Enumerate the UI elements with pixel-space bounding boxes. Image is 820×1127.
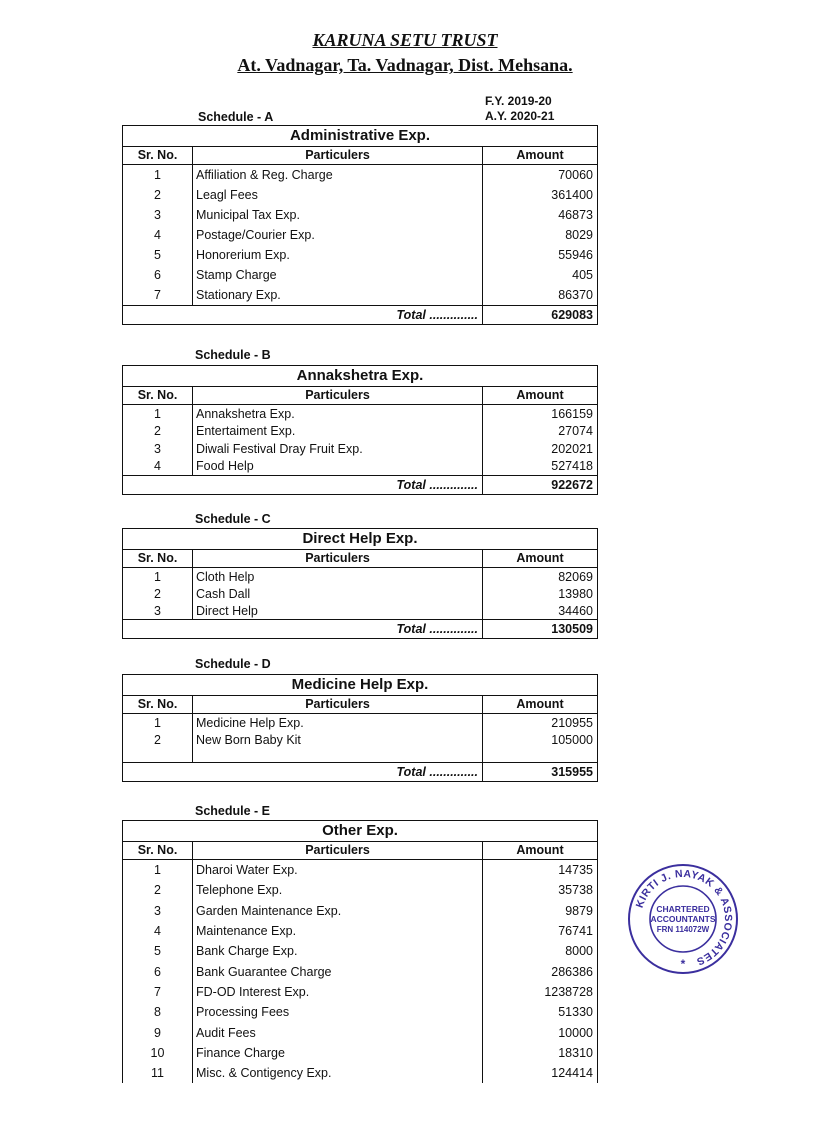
row-sr: 1 <box>123 405 193 423</box>
row-amount: 18310 <box>558 1045 593 1060</box>
row-sr: 6 <box>123 265 193 285</box>
table-row <box>123 245 597 265</box>
row-amount: 210955 <box>551 715 593 730</box>
table-row <box>123 1043 597 1063</box>
row-sr: 2 <box>123 585 193 602</box>
row-particular: Dharoi Water Exp. <box>193 860 483 880</box>
row-amount: 124414 <box>551 1066 593 1081</box>
row-amount: 527418 <box>551 459 593 474</box>
row-particular: Finance Charge <box>193 1043 483 1063</box>
row-sr: 2 <box>123 731 193 748</box>
row-amount: 405 <box>572 268 593 282</box>
col-header-amount: Amount <box>516 843 564 857</box>
table-row <box>123 585 597 602</box>
row-sr: 3 <box>123 901 193 921</box>
row-amount: 14735 <box>558 863 593 878</box>
total-row <box>123 305 597 324</box>
row-amount: 166159 <box>551 406 593 421</box>
row-sr: 4 <box>123 458 193 476</box>
table-row <box>123 602 597 619</box>
total-label: Total .............. <box>123 306 483 324</box>
row-particular: New Born Baby Kit <box>193 731 483 748</box>
total-label: Total .............. <box>123 476 483 494</box>
row-particular: Stamp Charge <box>193 265 483 285</box>
trust-name: KARUNA SETU TRUST <box>312 30 498 50</box>
row-amount: 76741 <box>558 924 593 939</box>
row-particular: Entertaiment Exp. <box>193 423 483 441</box>
col-header-sr: Sr. No. <box>123 147 193 164</box>
total-amount: 315955 <box>551 765 593 779</box>
row-sr: 7 <box>123 982 193 1002</box>
row-sr: 4 <box>123 225 193 245</box>
row-sr: 1 <box>123 568 193 585</box>
row-particular: Bank Charge Exp. <box>193 941 483 961</box>
row-particular: Medicine Help Exp. <box>193 714 483 731</box>
total-row <box>123 762 597 781</box>
table-row <box>123 921 597 941</box>
total-amount: 629083 <box>551 308 593 322</box>
table-row <box>123 568 597 585</box>
row-particular: Direct Help <box>193 602 483 619</box>
table-row <box>123 458 597 476</box>
trust-address: At. Vadnagar, Ta. Vadnagar, Dist. Mehsana. <box>237 55 573 75</box>
schedule-title: Other Exp. <box>123 821 597 842</box>
svg-text:FRN 114072W: FRN 114072W <box>656 925 710 934</box>
table-row <box>123 265 597 285</box>
total-amount: 922672 <box>551 478 593 492</box>
schedule-title: Medicine Help Exp. <box>123 675 597 696</box>
row-sr: 5 <box>123 245 193 265</box>
row-sr: 2 <box>123 880 193 900</box>
row-amount: 202021 <box>551 441 593 456</box>
row-particular: FD-OD Interest Exp. <box>193 982 483 1002</box>
col-header-amount: Amount <box>516 697 564 711</box>
row-particular: Misc. & Contigency Exp. <box>193 1063 483 1083</box>
total-label: Total .............. <box>123 763 483 781</box>
col-header-sr: Sr. No. <box>123 696 193 713</box>
schedule-table <box>122 365 598 495</box>
table-blank-space <box>123 748 597 762</box>
row-sr: 2 <box>123 423 193 441</box>
schedule-label: Schedule - A <box>198 110 274 124</box>
row-sr: 9 <box>123 1022 193 1042</box>
row-particular: Maintenance Exp. <box>193 921 483 941</box>
row-particular: Honorerium Exp. <box>193 245 483 265</box>
row-amount: 105000 <box>551 732 593 747</box>
table-header-row <box>123 696 597 714</box>
row-sr: 8 <box>123 1002 193 1022</box>
col-header-amount: Amount <box>516 148 564 162</box>
row-sr: 4 <box>123 921 193 941</box>
col-header-amount: Amount <box>516 551 564 565</box>
row-particular: Processing Fees <box>193 1002 483 1022</box>
row-sr: 1 <box>123 860 193 880</box>
schedule-table <box>122 820 598 1083</box>
table-row <box>123 285 597 305</box>
row-amount: 286386 <box>551 964 593 979</box>
total-row <box>123 619 597 638</box>
row-amount: 34460 <box>558 603 593 618</box>
table-row <box>123 731 597 748</box>
financial-year: F.Y. 2019-20 <box>485 94 552 108</box>
row-amount: 13980 <box>558 586 593 601</box>
schedule-table <box>122 125 598 325</box>
schedule-label: Schedule - B <box>195 348 271 362</box>
row-amount: 8029 <box>565 228 593 242</box>
table-row <box>123 1063 597 1083</box>
table-row <box>123 225 597 245</box>
svg-text:KIRTI J. NAYAK & ASSOCIATES: KIRTI J. NAYAK & ASSOCIATES <box>633 867 735 968</box>
schedule-label: Schedule - E <box>195 804 271 818</box>
row-particular: Food Help <box>193 458 483 476</box>
row-particular: Diwali Festival Dray Fruit Exp. <box>193 440 483 458</box>
col-header-particulars: Particulers <box>193 147 483 164</box>
table-header-row <box>123 550 597 568</box>
row-amount: 51330 <box>558 1005 593 1020</box>
row-amount: 361400 <box>551 188 593 202</box>
row-particular: Annakshetra Exp. <box>193 405 483 423</box>
row-amount: 9879 <box>565 903 593 918</box>
row-particular: Telephone Exp. <box>193 880 483 900</box>
svg-text:CHARTERED: CHARTERED <box>656 904 710 914</box>
table-row <box>123 714 597 731</box>
table-row <box>123 185 597 205</box>
table-row <box>123 165 597 185</box>
row-amount: 27074 <box>558 424 593 439</box>
row-sr: 3 <box>123 205 193 225</box>
row-sr: 1 <box>123 165 193 185</box>
col-header-particulars: Particulers <box>193 696 483 713</box>
row-sr: 7 <box>123 285 193 305</box>
row-sr: 3 <box>123 440 193 458</box>
col-header-particulars: Particulers <box>193 842 483 859</box>
col-header-sr: Sr. No. <box>123 550 193 567</box>
assessment-year: A.Y. 2020-21 <box>485 109 555 123</box>
total-label: Total .............. <box>123 620 483 638</box>
row-particular: Bank Guarantee Charge <box>193 961 483 981</box>
row-sr: 1 <box>123 714 193 731</box>
row-sr: 6 <box>123 961 193 981</box>
table-row <box>123 423 597 441</box>
row-sr: 3 <box>123 602 193 619</box>
row-sr: 5 <box>123 941 193 961</box>
table-row <box>123 405 597 423</box>
row-particular: Postage/Courier Exp. <box>193 225 483 245</box>
total-row <box>123 475 597 494</box>
row-sr: 2 <box>123 185 193 205</box>
schedule-title: Administrative Exp. <box>123 126 597 147</box>
table-row <box>123 982 597 1002</box>
row-amount: 70060 <box>558 168 593 182</box>
table-header-row <box>123 842 597 860</box>
row-amount: 35738 <box>558 883 593 898</box>
schedule-label: Schedule - D <box>195 657 271 671</box>
row-particular: Audit Fees <box>193 1022 483 1042</box>
total-amount: 130509 <box>551 622 593 636</box>
col-header-sr: Sr. No. <box>123 387 193 404</box>
row-amount: 82069 <box>558 569 593 584</box>
row-amount: 10000 <box>558 1025 593 1040</box>
row-sr: 10 <box>123 1043 193 1063</box>
row-amount: 55946 <box>558 248 593 262</box>
table-row <box>123 880 597 900</box>
table-row <box>123 901 597 921</box>
svg-text:*: * <box>680 957 686 971</box>
row-amount: 1238728 <box>544 984 593 999</box>
row-amount: 86370 <box>558 288 593 302</box>
table-row <box>123 1022 597 1042</box>
table-row <box>123 860 597 880</box>
row-amount: 46873 <box>558 208 593 222</box>
table-row <box>123 205 597 225</box>
row-particular: Stationary Exp. <box>193 285 483 305</box>
schedule-title: Direct Help Exp. <box>123 529 597 550</box>
row-particular: Garden Maintenance Exp. <box>193 901 483 921</box>
svg-text:ACCOUNTANTS: ACCOUNTANTS <box>650 914 716 924</box>
col-header-amount: Amount <box>516 388 564 402</box>
row-particular: Leagl Fees <box>193 185 483 205</box>
row-particular: Cloth Help <box>193 568 483 585</box>
row-particular: Municipal Tax Exp. <box>193 205 483 225</box>
row-particular: Cash Dall <box>193 585 483 602</box>
table-row <box>123 440 597 458</box>
row-sr: 11 <box>123 1063 193 1083</box>
table-row <box>123 1002 597 1022</box>
col-header-sr: Sr. No. <box>123 842 193 859</box>
schedule-label: Schedule - C <box>195 512 271 526</box>
auditor-seal-stamp <box>626 862 740 976</box>
row-particular: Affiliation & Reg. Charge <box>193 165 483 185</box>
row-amount: 8000 <box>565 944 593 959</box>
table-row <box>123 961 597 981</box>
col-header-particulars: Particulers <box>193 387 483 404</box>
schedule-title: Annakshetra Exp. <box>123 366 597 387</box>
table-row <box>123 941 597 961</box>
table-header-row <box>123 147 597 165</box>
col-header-particulars: Particulers <box>193 550 483 567</box>
schedule-table <box>122 528 598 639</box>
schedule-table <box>122 674 598 782</box>
table-header-row <box>123 387 597 405</box>
